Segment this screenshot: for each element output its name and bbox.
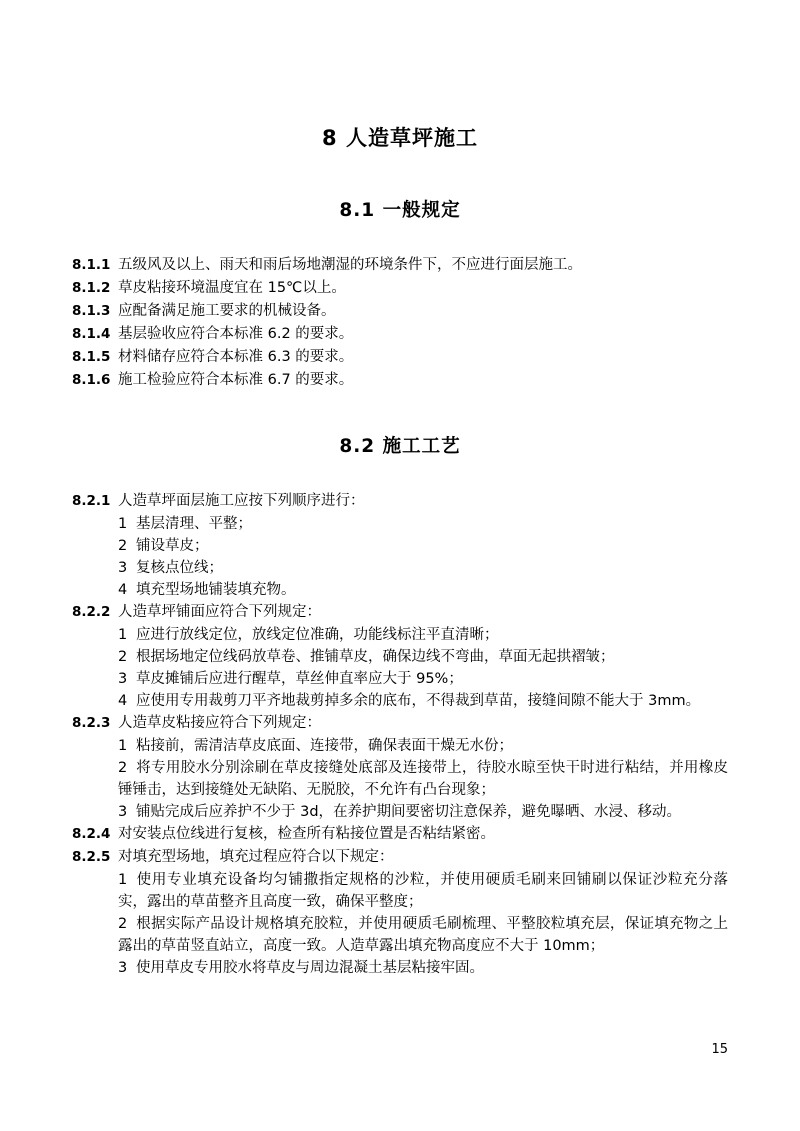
clause-text: 应配备满足施工要求的机械设备。 bbox=[118, 303, 336, 319]
section-title-8-2: 8.2 施工工艺 bbox=[339, 436, 461, 457]
sub-item bbox=[72, 801, 728, 823]
clause-text: 对安装点位线进行复核，检查所有粘接位置是否粘结紧密。 bbox=[118, 826, 495, 842]
clause-text: 对填充型场地，填充过程应符合以下规定： bbox=[118, 849, 394, 865]
clause-text: 人造草坪面层施工应按下列顺序进行： bbox=[118, 493, 365, 509]
sub-item bbox=[72, 624, 728, 646]
clause-text: 材料储存应符合本标准 6.3 的要求。 bbox=[118, 349, 354, 365]
clause-text: 人造草坪铺面应符合下列规定： bbox=[118, 604, 321, 620]
sub-item-text: 铺设草皮； bbox=[136, 538, 209, 554]
clause-number: 8.1.1 bbox=[72, 257, 111, 273]
chapter-title: 8 人造草坪施工 bbox=[322, 126, 478, 150]
page-number: 15 bbox=[711, 1042, 728, 1057]
sub-item bbox=[72, 757, 728, 801]
sub-item bbox=[72, 869, 728, 913]
sub-item-text: 应使用专用裁剪刀平齐地裁剪掉多余的底布，不得裁到草苗，接缝间隙不能大于 3mm。 bbox=[136, 693, 701, 709]
clause-text: 人造草皮粘接应符合下列规定： bbox=[118, 715, 321, 731]
sub-item-number: 4 bbox=[118, 582, 128, 598]
sub-item-text: 填充型场地铺装填充物。 bbox=[136, 582, 296, 598]
clause-8-1-2 bbox=[72, 277, 728, 299]
sub-item-number: 3 bbox=[118, 960, 128, 976]
sub-item-text: 根据场地定位线码放草卷、推铺草皮，确保边线不弯曲，草面无起拱褶皱； bbox=[136, 649, 615, 665]
clause-8-2-4 bbox=[72, 823, 728, 845]
clause-8-1-6 bbox=[72, 369, 728, 391]
clause-number: 8.2.5 bbox=[72, 849, 111, 865]
clause-8-1-5 bbox=[72, 346, 728, 368]
clause-number: 8.2.1 bbox=[72, 493, 111, 509]
sub-item bbox=[72, 957, 728, 979]
sub-item-number: 1 bbox=[118, 516, 128, 532]
sub-item-number: 1 bbox=[118, 627, 128, 643]
sub-item-number: 3 bbox=[118, 560, 128, 576]
sub-item-number: 4 bbox=[118, 693, 128, 709]
sub-item-text: 使用专业填充设备均匀铺撒指定规格的沙粒，并使用硬质毛刷来回铺刷以保证沙粒充分落实，露出的草苗整齐且高度一致，确保平整度； bbox=[118, 872, 728, 910]
section-title-8-1: 8.1 一般规定 bbox=[339, 200, 461, 221]
clause-text: 草皮粘接环境温度宜在 15℃以上。 bbox=[118, 280, 346, 296]
clause-number: 8.1.6 bbox=[72, 372, 111, 388]
clause-text: 基层验收应符合本标准 6.2 的要求。 bbox=[118, 326, 354, 342]
sub-item bbox=[72, 646, 728, 668]
clause-text: 施工检验应符合本标准 6.7 的要求。 bbox=[118, 372, 354, 388]
page-content bbox=[72, 112, 728, 979]
sub-item-text: 草皮摊铺后应进行醒草，草丝伸直率应大于 95%； bbox=[136, 671, 463, 687]
sub-item bbox=[72, 735, 728, 757]
sub-item-number: 2 bbox=[118, 916, 128, 932]
clause-8-2-3 bbox=[72, 712, 728, 734]
clause-number: 8.2.3 bbox=[72, 715, 111, 731]
clause-number: 8.2.2 bbox=[72, 604, 111, 620]
sub-item-number: 2 bbox=[118, 760, 128, 776]
clause-8-1-3 bbox=[72, 300, 728, 322]
clause-8-2-5 bbox=[72, 846, 728, 868]
sub-item-number: 3 bbox=[118, 804, 128, 820]
sub-item bbox=[72, 557, 728, 579]
sub-item-text: 铺贴完成后应养护不少于 3d，在养护期间要密切注意保养，避免曝晒、水浸、移动。 bbox=[136, 804, 682, 820]
sub-item-text: 使用草皮专用胶水将草皮与周边混凝土基层粘接牢固。 bbox=[136, 960, 484, 976]
sub-item-number: 3 bbox=[118, 671, 128, 687]
clause-number: 8.1.4 bbox=[72, 326, 111, 342]
clause-text: 五级风及以上、雨天和雨后场地潮湿的环境条件下，不应进行面层施工。 bbox=[118, 257, 582, 273]
sub-item-number: 1 bbox=[118, 872, 128, 888]
clause-8-1-4 bbox=[72, 323, 728, 345]
sub-item bbox=[72, 913, 728, 957]
clause-number: 8.1.2 bbox=[72, 280, 111, 296]
sub-item bbox=[72, 535, 728, 557]
sub-item bbox=[72, 668, 728, 690]
clause-8-2-1 bbox=[72, 490, 728, 512]
sub-item-text: 粘接前，需清洁草皮底面、连接带，确保表面干燥无水份； bbox=[136, 738, 513, 754]
sub-item bbox=[72, 690, 728, 712]
clause-number: 8.1.5 bbox=[72, 349, 111, 365]
clause-number: 8.2.4 bbox=[72, 826, 111, 842]
sub-item-text: 根据实际产品设计规格填充胶粒，并使用硬质毛刷梳理、平整胶粒填充层，保证填充物之上露出的草苗竖直站立，高度一致。人造草露出填充物高度应不大于 10mm； bbox=[118, 916, 728, 954]
sub-item-text: 将专用胶水分别涂刷在草皮接缝处底部及连接带上，待胶水晾至快干时进行粘结，并用橡皮锤锤击，达到接缝处无缺陷、无脱胶，不允许有凸台现象； bbox=[118, 760, 728, 798]
sub-item-number: 2 bbox=[118, 649, 128, 665]
sub-item-number: 1 bbox=[118, 738, 128, 754]
sub-item bbox=[72, 579, 728, 601]
sub-item-text: 应进行放线定位，放线定位准确，功能线标注平直清晰； bbox=[136, 627, 499, 643]
clause-8-2-2 bbox=[72, 601, 728, 623]
sub-item-text: 基层清理、平整； bbox=[136, 516, 252, 532]
sub-item-number: 2 bbox=[118, 538, 128, 554]
clause-8-1-1 bbox=[72, 254, 728, 276]
sub-item-text: 复核点位线； bbox=[136, 560, 223, 576]
clause-number: 8.1.3 bbox=[72, 303, 111, 319]
sub-item bbox=[72, 513, 728, 535]
